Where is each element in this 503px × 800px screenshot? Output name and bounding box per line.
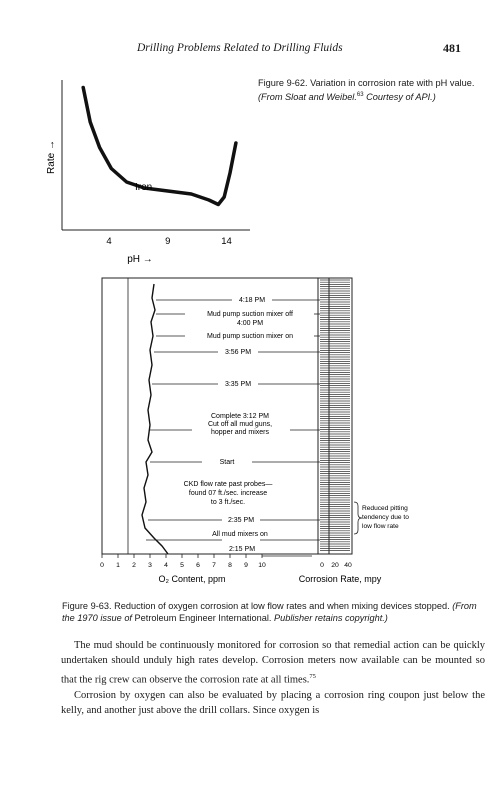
page-number: 481: [443, 41, 461, 55]
fig962-ylabel: Rate →: [46, 140, 57, 174]
fig962-caption-number: Figure 9-62.: [258, 78, 308, 88]
fig962-caption-ref: 63: [356, 92, 364, 98]
fig963-left-tick-label: 4: [164, 562, 168, 569]
fig963-annotation: Start: [219, 459, 235, 466]
fig962-series-label: Iron: [135, 182, 153, 193]
fig963-left-tick-label: 5: [180, 562, 184, 569]
fig962-caption-source2: Courtesy of API.): [366, 92, 436, 103]
figure-9-63-chart: [82, 270, 412, 590]
fig963-left-axis-label: O₂ Content, ppm: [158, 574, 226, 584]
fig963-right-tick-label: 0: [320, 562, 324, 569]
figure-9-63-caption: [62, 600, 482, 624]
fig963-annotation: Mud pump suction mixer off: [207, 311, 293, 318]
fig963-left-tick-label: 7: [212, 562, 216, 569]
fig963-annotation: 2:35 PM: [227, 517, 255, 524]
fig963-right-tick-label: 20: [331, 562, 339, 569]
fig963-annotation: 4:00 PM: [236, 320, 264, 327]
fig963-annotation: 2:15 PM: [228, 546, 256, 553]
fig963-left-tick-label: 2: [132, 562, 136, 569]
body-paragraph-1-text: The mud should be continuously monitored for corrosion so that remedial action can be quickly undertaken should unduly high rates develop. Corrosion meters now available can be mounted so that the rig crew can observe the corrosion rate at all times.: [61, 640, 485, 686]
fig963-caption-text: Reduction of oxygen corrosion at low flow rates and when mixing devices stopped.: [114, 601, 450, 611]
fig963-caption-source: (From the 1970 issue of: [62, 601, 477, 623]
fig962-tick-label: 4: [106, 236, 112, 247]
fig963-caption-source2: Petroleum Engineer International.: [134, 613, 272, 623]
fig962-xlabel: pH →: [127, 254, 153, 265]
fig963-left-tick-label: 3: [148, 562, 152, 569]
fig963-right-axis-ticks: [320, 562, 352, 569]
fig963-left-tick-label: 10: [258, 562, 266, 569]
fig963-annotation: Cut off all mud guns,: [207, 421, 273, 428]
fig963-annotation: found 07 ft./sec. increase: [188, 490, 268, 497]
fig963-left-tick-label: 8: [228, 562, 232, 569]
running-head-title: Drilling Problems Related to Drilling Fluids: [137, 42, 343, 54]
fig963-annotation: CKD flow rate past probes—: [183, 481, 273, 488]
fig962-caption-text: Variation in corrosion rate with pH value.: [310, 78, 475, 88]
fig963-annotation: hopper and mixers: [211, 429, 269, 436]
body-paragraph: [61, 638, 485, 688]
figure-9-62-caption: [258, 77, 478, 103]
fig962-tick-label: 9: [165, 236, 171, 247]
fig963-annotation: tendency due to: [362, 514, 409, 521]
fig963-annotation: All mud mixers on: [212, 531, 268, 538]
fig963-annotation: low flow rate: [362, 523, 399, 530]
fig963-left-tick-label: 0: [100, 562, 104, 569]
fig963-caption-source3: Publisher retains copyright.): [273, 613, 388, 623]
figure-9-62-chart: [40, 72, 255, 272]
fig963-annotation: Mud pump suction mixer on: [207, 333, 293, 340]
fig963-annotation: Reduced pitting: [362, 505, 408, 512]
fig963-annotation: 3:56 PM: [224, 349, 252, 356]
fig963-annotation: to 3 ft./sec.: [210, 499, 246, 506]
fig963-annotation: Complete 3:12 PM: [211, 413, 269, 420]
fig962-iron-curve: [83, 88, 236, 205]
fig963-o2-trace: [142, 284, 168, 554]
body-paragraph-1-ref: 75: [309, 672, 316, 680]
fig963-corrosion-trace: [320, 280, 350, 551]
fig963-caption-number: Figure 9-63.: [62, 601, 112, 611]
fig963-left-tick-label: 6: [196, 562, 200, 569]
fig963-right-axis-label: Corrosion Rate, mpy: [298, 574, 382, 584]
body-text: [61, 638, 485, 719]
fig962-tick-label: 14: [221, 236, 232, 247]
fig963-annotation: 4:18 PM: [238, 297, 266, 304]
fig963-left-axis-ticks: [100, 554, 266, 569]
running-head: [0, 42, 503, 60]
body-paragraph: Corrosion by oxygen can also be evaluated by placing a corrosion ring coupon just below the kelly, and another just above the drill collars. Since oxygen is: [61, 689, 485, 717]
fig963-left-tick-label: 1: [116, 562, 120, 569]
fig963-right-tick-label: 40: [344, 562, 352, 569]
fig963-left-tick-label: 9: [244, 562, 248, 569]
fig962-caption-source: (From Sloat and Weibel.: [258, 92, 357, 103]
fig963-annotation: 3:35 PM: [224, 381, 252, 388]
